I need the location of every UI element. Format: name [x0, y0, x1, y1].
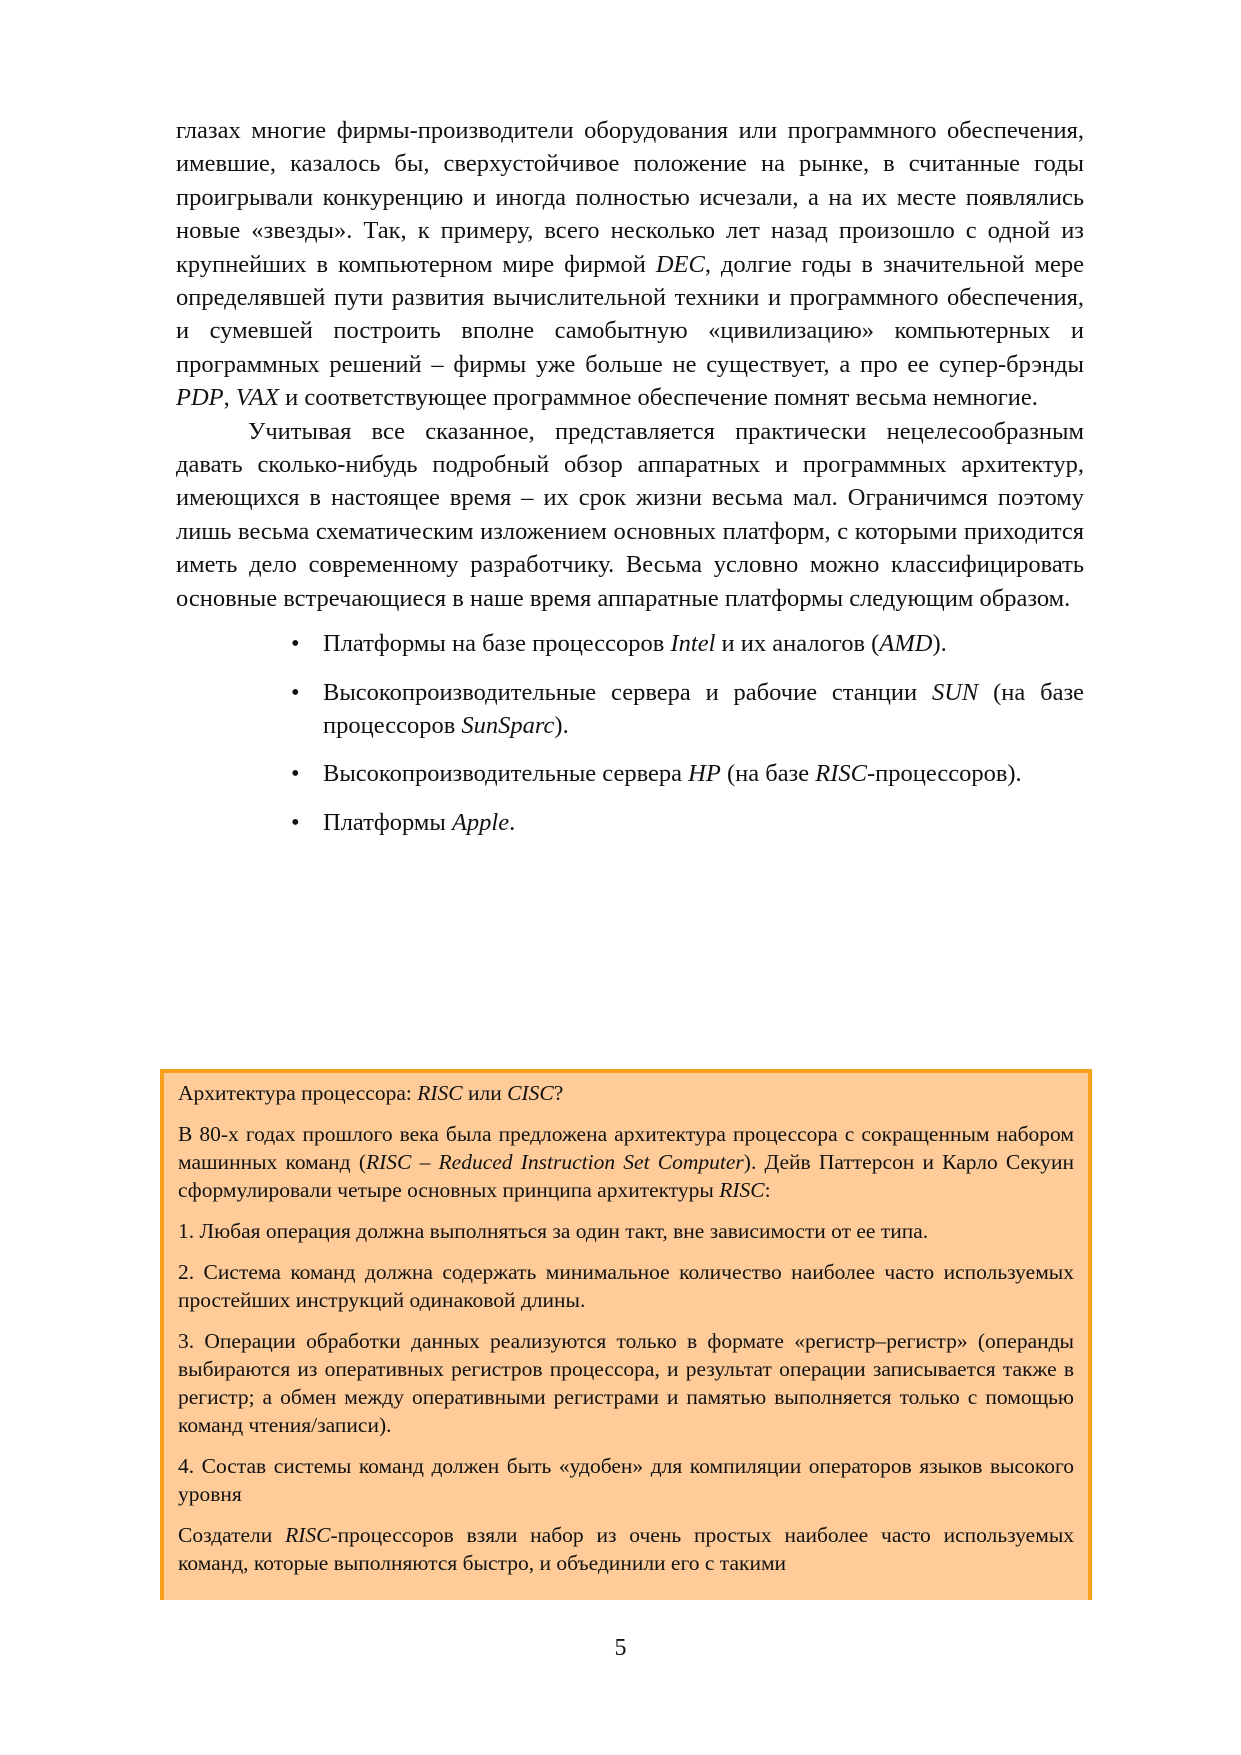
- italic-term: Intel: [670, 630, 716, 658]
- italic-term: RISC: [719, 1178, 765, 1202]
- bullet-icon: •: [291, 630, 300, 658]
- list-item-text: [323, 760, 1022, 787]
- text-run: Платформы: [323, 808, 452, 836]
- text-run: и их аналогов (: [715, 630, 880, 658]
- text-run: ). Дейв Паттерсон и Карло Секуин сформулировали четыре основных принципа архитектуры: [178, 1150, 1074, 1202]
- box-paragraph: [178, 1521, 1074, 1577]
- box-principle-4: [178, 1452, 1074, 1508]
- text-run: Архитектура процессора:: [178, 1081, 418, 1105]
- text-run: Создатели: [178, 1523, 286, 1547]
- platform-list: [176, 627, 1084, 839]
- italic-term: PDP: [176, 384, 224, 412]
- text-run: .: [509, 808, 516, 836]
- text-run: Высокопроизводительные сервера: [323, 760, 689, 788]
- list-item-text: [323, 679, 1084, 739]
- text-run: Платформы на базе процессоров: [323, 630, 671, 658]
- box-principle-3: [178, 1327, 1074, 1439]
- text-run: ).: [554, 711, 569, 739]
- italic-term: RISC – Reduced Instruction Set Computer: [365, 1150, 744, 1174]
- text-run: глазах многие фирмы-производители оборудования или программного обеспечения, имевшие, казалось бы, сверхустойчивое положение на рынке, в считанные годы проигрывали конкуренцию и иногда полностью исчезали, а на их месте появлялись новые «звезды». Так, к примеру, всего несколько лет назад произошло с одной из крупнейших в компьютерном мире фирмой: [176, 117, 1084, 278]
- text-run: 3. Операции обработки данных реализуются только в формате «регистр–регистр» (операнды выбираются из оперативных регистров процессора, и результат операции записывается также в регистр; а обмен между оперативными регистрами и памятью выполняется только с помощью команд чтения/записи).: [178, 1329, 1074, 1437]
- list-item: [291, 806, 1084, 839]
- bullet-icon: •: [291, 808, 300, 836]
- box-paragraph: [178, 1120, 1074, 1204]
- box-title: [178, 1079, 1074, 1107]
- italic-term: DEC: [655, 250, 705, 278]
- bullet-icon: •: [291, 678, 300, 706]
- text-run: В 80-х годах прошлого века была предложена архитектура процессора с сокращенным набором машинных команд (: [178, 1122, 1074, 1174]
- text-run: , долгие годы в значительной мере определявшей пути развития вычислительной техники и программного обеспечения, и сумевшей построить вполне самобытную «цивилизацию» компьютерных и программных решений – фирмы уже больше не существует, а про ее супер-брэнды: [176, 250, 1085, 378]
- italic-term: RISC: [815, 760, 867, 788]
- bullet-icon: •: [291, 760, 300, 788]
- list-item-text: [323, 630, 947, 657]
- italic-term: CISC: [507, 1081, 554, 1105]
- italic-term: SunSparc: [461, 711, 555, 739]
- italic-term: RISC: [417, 1081, 463, 1105]
- text-run: (на базе: [720, 760, 816, 788]
- italic-term: AMD: [879, 630, 933, 658]
- text-run: ).: [932, 630, 947, 658]
- list-item: [291, 627, 1084, 660]
- text-run: :: [764, 1178, 771, 1202]
- text-run: -процессоров взяли набор из очень простых наиболее часто используемых команд, которые выполняются быстро, и объединили его с такими: [178, 1523, 1075, 1575]
- text-run: 2. Система команд должна содержать минимальное количество наиболее часто используемых простейших инструкций одинаковой длины.: [178, 1260, 1074, 1312]
- italic-term: RISC: [285, 1523, 331, 1547]
- italic-term: VAX: [235, 384, 279, 412]
- risc-cisc-sidebar-box: [160, 1069, 1092, 1600]
- list-item-text: [323, 809, 515, 836]
- list-item: [291, 757, 1084, 790]
- text-run: -процессоров).: [866, 760, 1022, 788]
- box-principle-1: [178, 1217, 1074, 1245]
- text-run: Учитывая все сказанное, представляется практически нецелесообразным давать сколько-нибудь подробный обзор аппаратных и программных архитектур, имеющихся в настоящее время – их срок жизни весьма мал. Ограничимся поэтому лишь весьма схематическим изложением основных платформ, с которыми приходится иметь дело современному разработчику. Весьма условно можно классифицировать основные встречающиеся в наше время аппаратные платформы следующим образом.: [176, 417, 1084, 612]
- text-run: 4. Состав системы команд должен быть «удобен» для компиляции операторов языков высокого уровня: [178, 1454, 1074, 1506]
- page-number: 5: [614, 1635, 627, 1661]
- paragraph-2: [176, 415, 1084, 615]
- italic-term: HP: [688, 760, 721, 788]
- text-run: 1. Любая операция должна выполняться за один такт, вне зависимости от ее типа.: [178, 1219, 929, 1243]
- italic-term: Apple: [451, 808, 510, 836]
- italic-term: SUN: [931, 678, 979, 706]
- text-run: ,: [223, 384, 236, 412]
- paragraph-1: [176, 114, 1084, 415]
- body-text: [176, 114, 1084, 854]
- list-item: [291, 676, 1084, 743]
- text-run: (на базе процессоров: [323, 678, 1084, 739]
- box-principle-2: [178, 1258, 1074, 1314]
- text-run: или: [462, 1081, 508, 1105]
- text-run: Высокопроизводительные сервера и рабочие станции: [323, 678, 932, 706]
- text-run: ?: [553, 1081, 564, 1105]
- text-run: и соответствующее программное обеспечение помнят весьма немногие.: [278, 384, 1038, 412]
